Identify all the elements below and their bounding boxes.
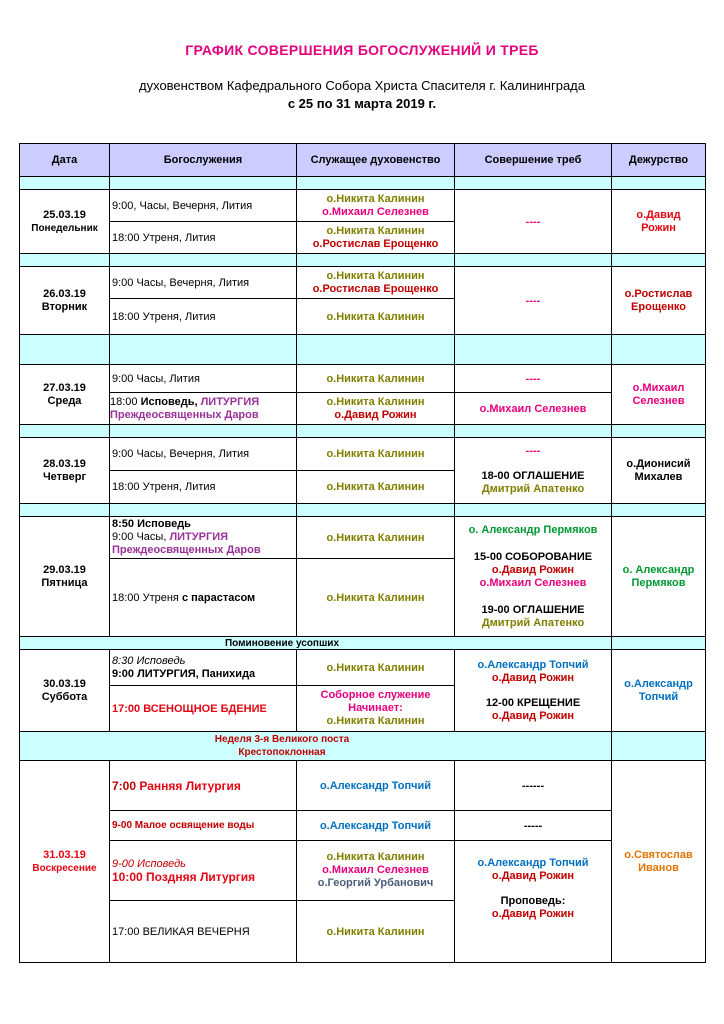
clergy-cell: о.Никита Калинин о.Давид Рожин	[297, 393, 455, 425]
table-row	[20, 365, 706, 393]
service-cell: 18:00 Утреня, Лития	[110, 299, 297, 335]
service-cell: 17:00 ВЕЛИКАЯ ВЕЧЕРНЯ	[110, 901, 297, 963]
col-header-duty: Дежурство	[612, 144, 706, 177]
date-cell: 30.03.19 Суббота	[20, 650, 110, 732]
date-cell: 29.03.19 Пятница	[20, 517, 110, 637]
date-cell: 25.03.19 Понедельник	[20, 190, 110, 254]
page-title: ГРАФИК СОВЕРШЕНИЯ БОГОСЛУЖЕНИЙ И ТРЕБ	[185, 42, 539, 58]
clergy-cell: Соборное служение Начинает: о.Никита Калинин	[297, 686, 455, 732]
treby-cell: о.Александр Топчий о.Давид Рожин Проповедь: о.Давид Рожин	[455, 841, 612, 963]
service-cell: 9:00 Часы, Вечерня, Лития	[110, 438, 297, 471]
clergy-cell: о.Никита Калинин	[297, 559, 455, 637]
clergy-cell: о.Никита Калинин о.Ростислав Ерощенко	[297, 267, 455, 299]
service-cell: 8:30 Исповедь 9:00 ЛИТУРГИЯ, Панихида	[110, 650, 297, 686]
date-cell: 27.03.19 Среда	[20, 365, 110, 425]
clergy-cell: о.Никита Калинин	[297, 901, 455, 963]
col-header-services: Богослужения	[110, 144, 297, 177]
col-header-clergy: Служащее духовенство	[297, 144, 455, 177]
note-nedelya: Неделя 3-я Великого поста Крестопоклонная	[110, 732, 455, 761]
table-row	[20, 190, 706, 222]
clergy-cell: о.Никита Калинин	[297, 299, 455, 335]
spacer-row	[20, 504, 706, 517]
service-cell: 18:00 Утреня с парастасом	[110, 559, 297, 637]
table-row	[20, 811, 706, 841]
clergy-cell: о.Никита Калинин о.Михаил Селезнев	[297, 190, 455, 222]
service-cell: 18:00 Утреня, Лития	[110, 471, 297, 504]
date-cell: 28.03.19 Четверг	[20, 438, 110, 504]
clergy-cell: о.Никита Калинин	[297, 365, 455, 393]
service-cell: 9:00, Часы, Вечерня, Лития	[110, 190, 297, 222]
duty-cell: о.Святослав Иванов	[612, 761, 706, 963]
duty-cell: о.Ростислав Ерощенко	[612, 267, 706, 335]
service-cell: 17:00 ВСЕНОЩНОЕ БДЕНИЕ	[110, 686, 297, 732]
col-header-date: Дата	[20, 144, 110, 177]
spacer-row	[20, 425, 706, 438]
note-pominovenie: Поминовение усопших	[110, 637, 455, 650]
table-row	[20, 761, 706, 811]
treby-cell: ----	[455, 267, 612, 335]
clergy-cell: о.Никита Калинин	[297, 438, 455, 471]
note-row	[20, 637, 706, 650]
clergy-cell: о.Александр Топчий	[297, 761, 455, 811]
service-cell: 9-00 Малое освящение воды	[110, 811, 297, 841]
clergy-cell: о.Александр Топчий	[297, 811, 455, 841]
treby-cell: ---- 18-00 ОГЛАШЕНИЕ Дмитрий Апатенко	[455, 438, 612, 504]
clergy-cell: о.Никита Калинин	[297, 471, 455, 504]
treby-cell: ----	[455, 190, 612, 254]
treby-cell: ------	[455, 761, 612, 811]
spacer-row	[20, 335, 706, 365]
table-row	[20, 393, 706, 425]
duty-cell: о.Александр Топчий	[612, 650, 706, 732]
table-row	[20, 650, 706, 686]
service-cell: 9-00 Исповедь 10:00 Поздняя Литургия	[110, 841, 297, 901]
service-cell: 9:00 Часы, Вечерня, Лития	[110, 267, 297, 299]
table-row	[20, 517, 706, 559]
page-subtitle: духовенством Кафедрального Собора Христа Спасителя г. Калининграда	[139, 78, 585, 93]
date-cell: 26.03.19 Вторник	[20, 267, 110, 335]
note-row	[20, 732, 706, 761]
service-cell: 9:00 Часы, Лития	[110, 365, 297, 393]
treby-cell: о.Михаил Селезнев	[455, 393, 612, 425]
col-header-treby: Совершение треб	[455, 144, 612, 177]
spacer-row	[20, 177, 706, 190]
service-cell: 18:00 Исповедь, ЛИТУРГИЯ Преждеосвященных Даров	[110, 393, 297, 425]
duty-cell: о.Михаил Селезнев	[612, 365, 706, 425]
treby-cell: о.Александр Топчий о.Давид Рожин 12-00 КРЕЩЕНИЕ о.Давид Рожин	[455, 650, 612, 732]
service-cell: 7:00 Ранняя Литургия	[110, 761, 297, 811]
table-row	[20, 267, 706, 299]
duty-cell: о.Дионисий Михалев	[612, 438, 706, 504]
treby-cell: -----	[455, 811, 612, 841]
service-cell: 8:50 Исповедь 9:00 Часы, ЛИТУРГИЯ Преждеосвященных Даров	[110, 517, 297, 559]
duty-cell: о. Александр Пермяков	[612, 517, 706, 637]
treby-cell: ----	[455, 365, 612, 393]
clergy-cell: о.Никита Калинин о.Михаил Селезнев о.Георгий Урбанович	[297, 841, 455, 901]
duty-cell: о.Давид Рожин	[612, 190, 706, 254]
treby-cell: о. Александр Пермяков 15-00 СОБОРОВАНИЕ о.Давид Рожин о.Михаил Селезнев 19-00 ОГЛАШЕНИЕ Дмитрий Апатенко	[455, 517, 612, 637]
clergy-cell: о.Никита Калинин о.Ростислав Ерощенко	[297, 222, 455, 254]
date-cell: 31.03.19 Воскресение	[20, 761, 110, 963]
table-row	[20, 438, 706, 471]
clergy-cell: о.Никита Калинин	[297, 517, 455, 559]
page-period: с 25 по 31 марта 2019 г.	[287, 96, 437, 111]
table-row	[20, 841, 706, 901]
clergy-cell: о.Никита Калинин	[297, 650, 455, 686]
service-cell: 18:00 Утреня, Лития	[110, 222, 297, 254]
table-header-row	[20, 144, 706, 177]
schedule-table	[19, 143, 706, 963]
spacer-row	[20, 254, 706, 267]
